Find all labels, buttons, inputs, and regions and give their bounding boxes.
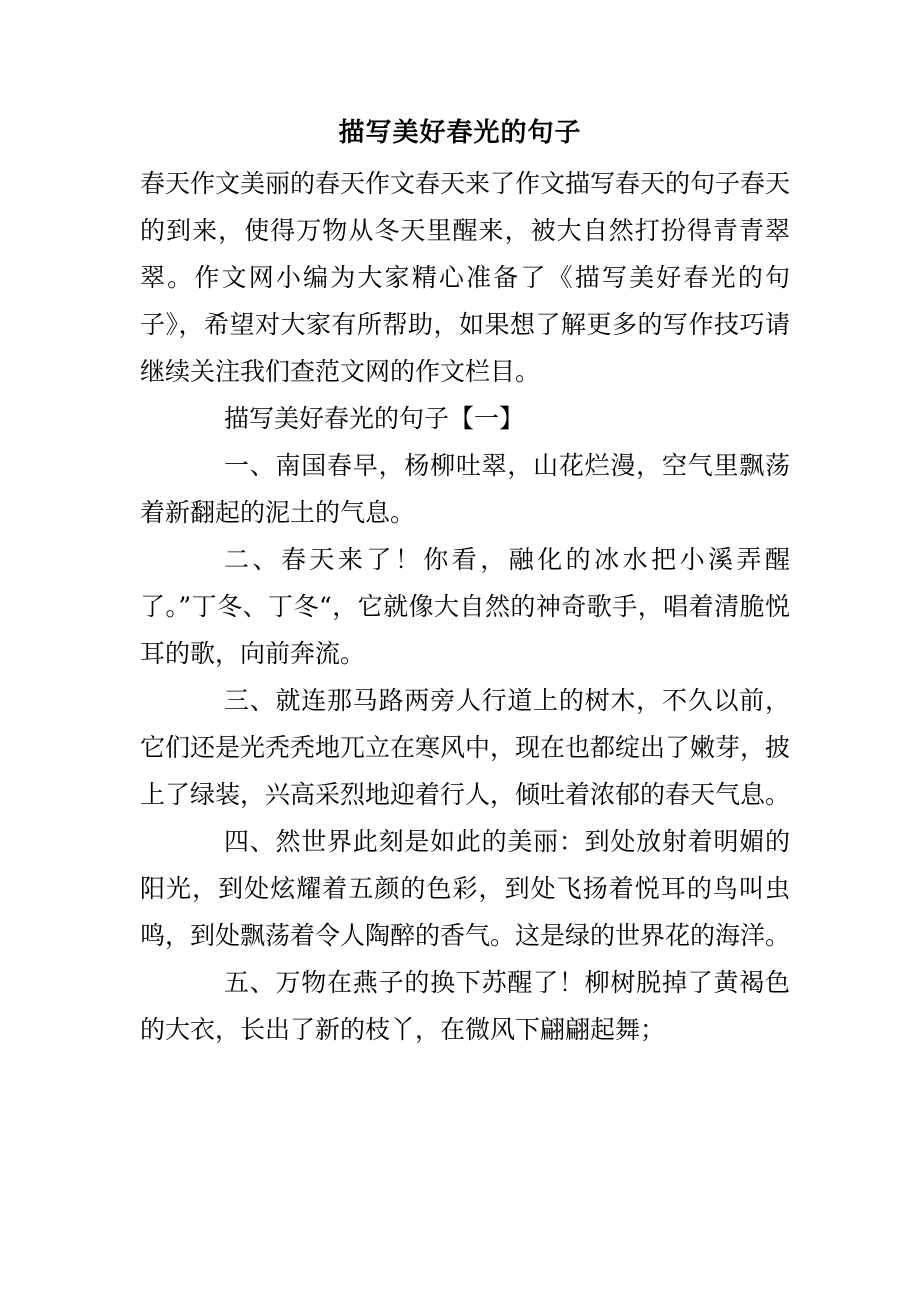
intro-paragraph: 春天作文美丽的春天作文春天来了作文描写春天的句子春天的到来，使得万物从冬天里醒来，被大自然打扮得青青翠翠。作文网小编为大家精心准备了《描写美好春光的句子》，希望对大家有所帮助，如果想了解更多的写作技巧请继续关注我们查范文网的作文栏目。 — [140, 169, 791, 386]
paragraph-3: 三、就连那马路两旁人行道上的树木，不久以前，它们还是光秃秃地兀立在寒风中，现在也都绽出了嫩芽，披上了绿装，兴高采烈地迎着行人，倾吐着浓郁的春天气息。 — [140, 686, 791, 809]
paragraph-4: 四、然世界此刻是如此的美丽：到处放射着明媚的阳光，到处炫耀着五颜的色彩，到处飞扬着悦耳的鸟叫虫鸣，到处飘荡着令人陶醉的香气。这是绿的世界花的海洋。 — [140, 827, 791, 950]
paragraph-1: 一、南国春早，杨柳吐翠，山花烂漫，空气里飘荡着新翻起的泥土的气息。 — [140, 451, 790, 527]
document-title: 描写美好春光的句子 — [338, 118, 582, 148]
section-heading: 描写美好春光的句子【一】 — [224, 404, 525, 433]
document-body — [140, 160, 790, 1053]
paragraph-5: 五、万物在燕子的换下苏醒了！柳树脱掉了黄褐色的大衣，长出了新的枝丫，在微风下翩翩起舞； — [140, 968, 790, 1044]
paragraph-2: 二、春天来了！你看，融化的冰水把小溪弄醒了。”丁冬、丁冬“，它就像大自然的神奇歌手，唱着清脆悦耳的歌，向前奔流。 — [140, 545, 790, 668]
